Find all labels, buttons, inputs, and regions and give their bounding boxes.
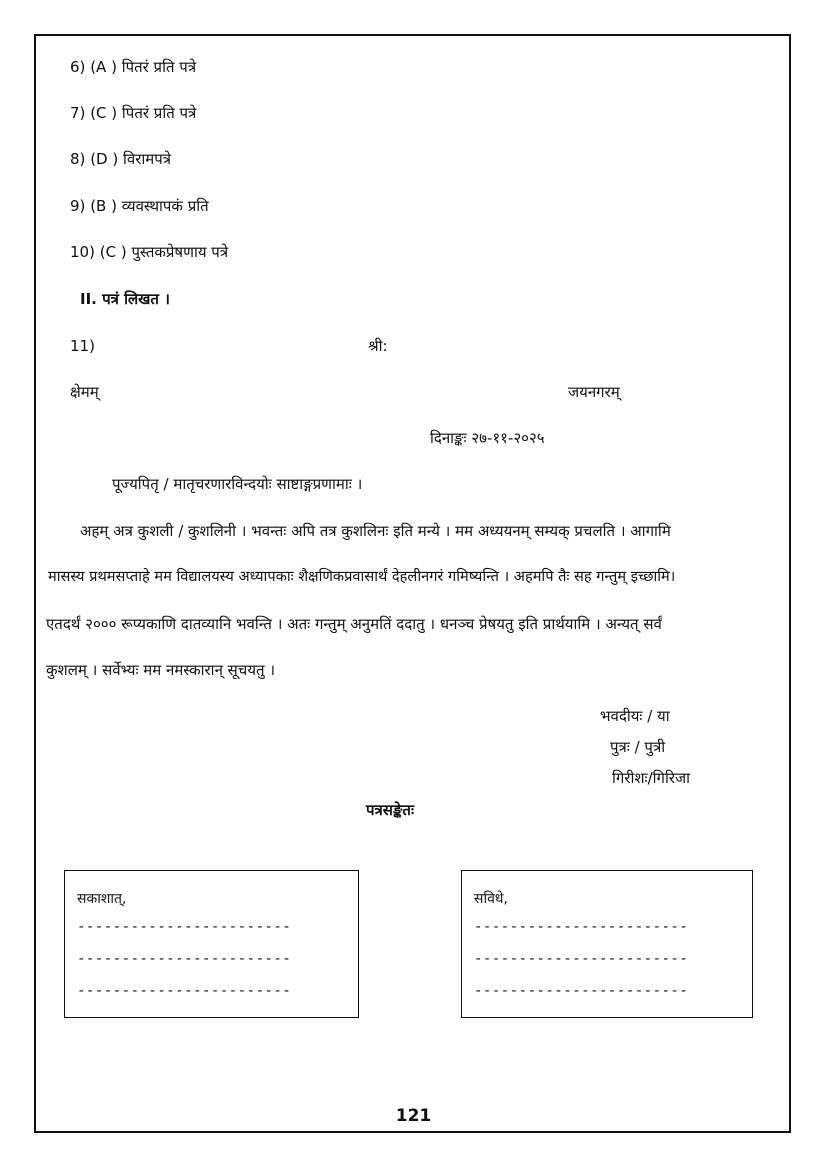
answer-option: (D ) <box>90 150 119 168</box>
answer-option: (A ) <box>90 58 117 76</box>
kshemam: क्षेमम् <box>70 383 99 401</box>
from-label: सकाशात्, <box>77 891 127 907</box>
section-heading: II. पत्रं लिखत । <box>80 290 170 308</box>
address-line: ------------------------ <box>77 919 292 935</box>
address-line: ------------------------ <box>474 983 689 999</box>
question-number: 11) <box>70 337 95 355</box>
answer-number: 7) <box>70 104 86 122</box>
address-line: ------------------------ <box>474 951 689 967</box>
body-line: एतदर्थं २००० रूप्यकाणि दातव्यानि भवन्ति । अतः गन्तुम् अनुमतिं ददातु । धनञ्च प्रेषयतु इति प्रार्थयामि । अन्यत् सर्वं <box>46 615 662 633</box>
body-line: मासस्य प्रथमसप्ताहे मम विद्यालयस्य अध्यापकाः शैक्षणिकप्रवासार्थं देहलीनगरं गमिष्यन्ति । अहमपि तैः सह गन्तुम् इच्छामि। <box>48 568 676 585</box>
page-number: 121 <box>395 1106 432 1126</box>
address-line: ------------------------ <box>474 919 689 935</box>
closing-name: गिरीशः/गिरिजा <box>612 769 690 787</box>
body-line: कुशलम् । सर्वेभ्यः मम नमस्कारान् सूचयतु । <box>46 661 276 679</box>
closing-son-daughter: पुत्रः / पुत्री <box>610 738 666 756</box>
shri-invocation: श्री: <box>368 337 388 355</box>
answer-option: (B ) <box>90 197 117 215</box>
to-label: सविधे, <box>474 891 508 907</box>
address-heading: पत्रसङ्केतः <box>366 801 415 819</box>
answer-text: पुस्तकप्रेषणाय पत्रे <box>131 243 229 261</box>
to-address-box <box>461 870 753 1018</box>
from-address-box <box>64 870 359 1018</box>
answer-number: 10) <box>70 243 95 261</box>
answer-7 <box>70 103 196 123</box>
answer-number: 6) <box>70 58 86 76</box>
letter-place: जयनगरम् <box>568 383 620 401</box>
answer-8 <box>70 149 171 169</box>
letter-salutation: पूज्यपितृ / मातृचरणारविन्दयोः साष्टाङ्गप्रणामाः । <box>112 475 363 493</box>
answer-option: (C ) <box>99 243 127 261</box>
answer-number: 9) <box>70 197 86 215</box>
body-line: अहम् अत्र कुशली / कुशलिनी । भवन्तः अपि तत्र कुशलिनः इति मन्ये । मम अध्ययनम् सम्यक् प्रचलति । आगामि <box>80 522 671 540</box>
answer-9 <box>70 196 209 216</box>
answer-text: विरामपत्रे <box>123 150 172 168</box>
answer-number: 8) <box>70 150 86 168</box>
answer-option: (C ) <box>90 104 118 122</box>
answer-text: व्यवस्थापकं प्रति <box>121 197 209 215</box>
answer-text: पितरं प्रति पत्रे <box>121 58 197 76</box>
answer-6 <box>70 57 196 77</box>
answer-text: पितरं प्रति पत्रे <box>121 104 197 122</box>
address-line: ------------------------ <box>77 983 292 999</box>
closing-bhavadiya: भवदीयः / या <box>600 707 670 725</box>
letter-date: दिनाङ्कः २७-११-२०२५ <box>430 429 545 447</box>
answer-10 <box>70 242 228 262</box>
address-line: ------------------------ <box>77 951 292 967</box>
